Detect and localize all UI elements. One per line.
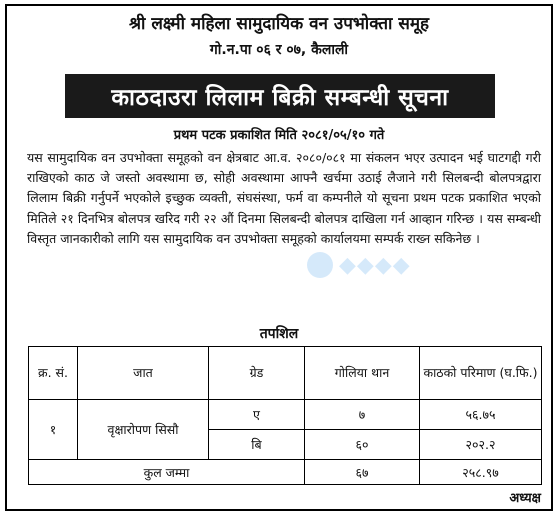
- watermark-logo: [307, 248, 477, 282]
- table-total-row: [29, 460, 542, 485]
- header-grade: ग्रेड: [209, 347, 305, 400]
- signature-title: अध्यक्ष: [509, 491, 541, 506]
- notice-box: [5, 4, 553, 511]
- cell-log-count: ६०: [305, 430, 420, 460]
- cell-serial: १: [29, 400, 78, 460]
- publish-date-line: प्रथम पटक प्रकाशित मिति २०८१/०५/१० गते: [173, 128, 385, 143]
- header-log-count: गोलिया थान: [305, 347, 420, 400]
- notice-body: यस सामुदायिक वन उपभोक्ता समूहको वन क्षेत्रबाट आ.व. २०८०/०८१ मा संकलन भएर उत्पादन भई घाटगद्दी गरी राखिएको काठ जे जस्तो अवस्थामा छ, सोही अवस्थामा आफ्नै खर्चमा उठाई लैजाने गरी सिलबन्दी बोलपत्रद्वारा लिलाम बिक्री गर्नुपर्ने भएकोले इच्छुक व्यक्ती, संघसंस्था, फर्म वा कम्पनीले यो सूचना प्रथम पटक प्रकाशित भएको मितिले २१ दिनभित्र बोलपत्र खरिद गरी २२ औं दिनमा सिलबन्दी बोलपत्र दाखिला गर्न आव्हान गरिन्छ । यस सम्बन्धी विस्तृत जानकारीको लागि यस सामुदायिक वन उपभोक्ता समूहको कार्यालयमा सम्पर्क राख्न सकिनेछ ।: [27, 150, 541, 246]
- notice-title-banner: [65, 74, 495, 118]
- header-serial: क्र. सं.: [29, 347, 78, 400]
- cell-log-count: ७: [305, 400, 420, 430]
- watermark-logo-mark: ◆◆◆◆: [339, 252, 411, 278]
- cell-species: वृक्षारोपण सिसौ: [78, 400, 209, 460]
- header-volume: काठको परिमाण (घ.फि.): [420, 347, 542, 400]
- watermark-disc-icon: [307, 252, 333, 278]
- details-label: तपशिल: [259, 326, 299, 342]
- header-species: जात: [78, 347, 209, 400]
- cell-grade: बि: [209, 430, 305, 460]
- notice-title: काठदाउरा लिलाम बिक्री सम्बन्धी सूचना: [111, 85, 449, 111]
- table-header-row: [29, 347, 542, 400]
- cell-volume: २०२.२: [420, 430, 542, 460]
- total-log-count: ६७: [305, 460, 420, 485]
- organization-name: श्री लक्ष्मी महिला सामुदायिक वन उपभोक्ता समूह: [128, 14, 430, 34]
- organization-address: गो.न.पा ०६ र ०७, कैलाली: [209, 42, 349, 58]
- total-volume: २५८.९७: [420, 460, 542, 485]
- total-label: कुल जम्मा: [29, 460, 305, 485]
- details-table: [28, 346, 542, 485]
- cell-grade: ए: [209, 400, 305, 430]
- table-row: [29, 400, 542, 430]
- cell-volume: ५६.७५: [420, 400, 542, 430]
